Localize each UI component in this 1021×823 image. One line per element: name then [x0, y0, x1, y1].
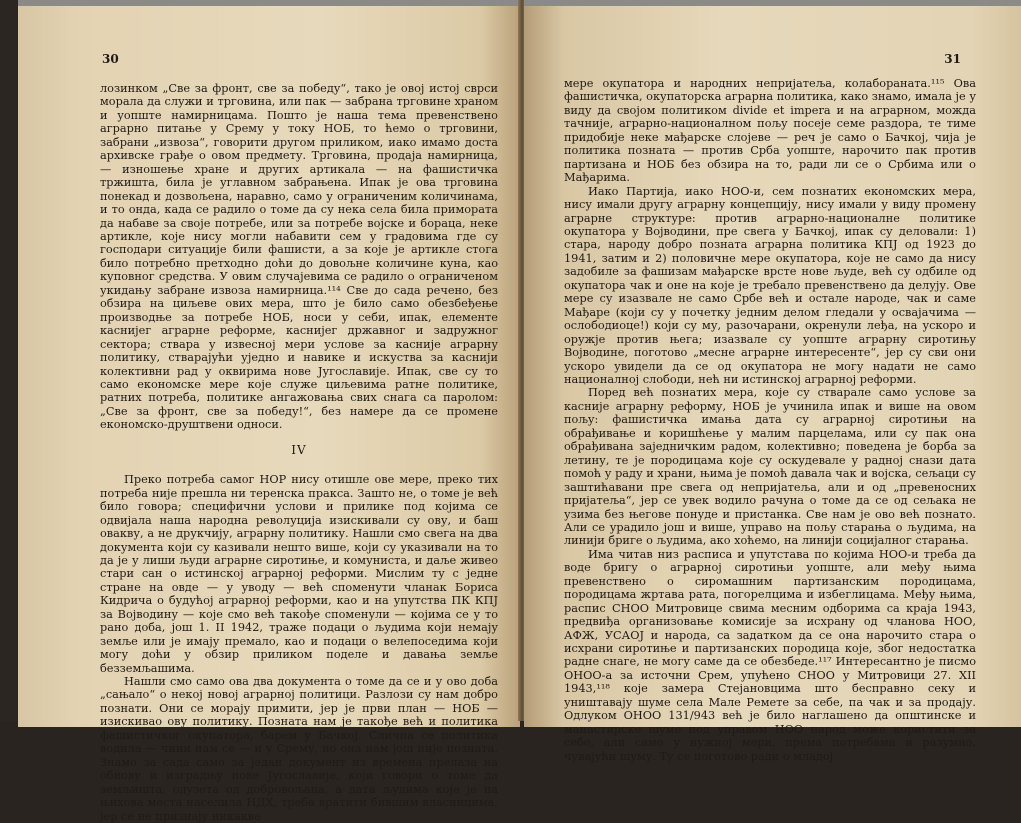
- page-number: 30: [102, 52, 119, 66]
- right-page: [524, 0, 1021, 763]
- paragraph: мере окупатора и народних непријатеља, колабораната.¹¹⁵ Ова фашистичка, окупаторска аграрна политика, како знамо, имала је у виду да својом политиком divide et impera и на аграрном, можда тачније, аграрно-националном пољу посеје семе раздора, те тиме придобије неке мађарске слојеве — реч је само о Бачкој, чија је политика позната — против Срба уопште, нарочито пак против партизана и НОБ без обзира на то, ради ли се о Србима или о Мађарима.: [564, 77, 976, 185]
- section-heading: IV: [291, 442, 307, 457]
- paragraph: Иако Партија, иако НОО-и, сем познатих економских мера, нису имали другу аграрну концепцију, нису имали у виду промену аграрне структуре: против аграрно-националне политике окупатора у Војводини, пре свега у Бачкој, ипак су деловали: 1) стара, народу добро позната аграрна политика КПЈ од 1923 до 1941, затим и 2) половичне мере окупатора, које не само да нису задобиле за фашизам мађарске врсте нове људе, већ су одбиле од окупатора чак и оне на које је требало превенствено да делују. Ове мере су изазвале не само Србе већ и остале народе, чак и саме Мађаре (који су у почетку једним делом гледали у освајачима — ослободиоце!) који су му, разочарани, окренули леђа, на ускоро и оружје против њега; изазвале су уопште аграрну сиротињу Војводине, поготово „месне аграрне интересенте“, јер су сви они ускоро увидели да се од окупатора не могу надати не само националној слободи, нећ ни истинској аграрној реформи.: [564, 184, 976, 386]
- left-page: [18, 0, 520, 823]
- page-number: 31: [944, 52, 961, 66]
- paragraph: Поред већ познатих мера, које су стварале само услове за касније аграрну реформу, НОБ је учинила ипак и више на овом пољу: фашистичка имања дата су аграрној сиротињи на обрађивање и коришћење у малим парцелама, или су пак она обрађивана заједничким радом, колективно; поведена је борба за летину, те је породицама које су оскудевале у радној снази дата помоћ у раду и храни, њима је помоћ давала чак и војска, сељаци су заштићавани пре свега од непријатеља, али и од „превеносних пријатеља“, јер се увек водило рачуна о томе да се од сељака не узима без његове понуде и пристанка. Све нам је ово већ познато. Али се урадило још и више, управо на пољу старања о људима, на линији бриге о људима, ако хоћемо, на линији социјалног старања.: [564, 386, 976, 548]
- right-page-text: [564, 77, 976, 763]
- paragraph: Нашли смо само ова два документа о томе да се и у ово доба „сањало“ о некој новој аграрној политици. Разлози су нам добро познати. Они се морају примити, јер је први план — НОБ — изискивао ову политику. Позната нам је такође већ и политика фашистичког окупатора, барем у Бачкој. Слична се политика водила — чини нам се — и у Срему, но она нам још није позната. Знамо за сада само за један документ из времена прелаза на обнову и изградњу нове Југославије, који говори о томе да земљишта, одузета од добровољаца, а дата људима које је на њихова места населила НДХ, треба вратити бившим власницима, јер се не признају никакве: [100, 675, 498, 823]
- paragraph: Има читав низ расписа и упутстава по којима НОО-и треба да воде бригу о аграрној сиротињи уопште, али међу њима превенствено о сиромашним партизанским породицама, породицама жртава рата, погорелцима и избеглицама. Међу њима, распис СНОО Митровице свима месним одборима са краја 1943, предвиђа организовање комисије за исхрану од чланова НОО, АФЖ, УСАОЈ и народа, са задатком да се она нарочито стара о исхрани сиротиње и партизанских породица које, због недостатка радне снаге, не могу саме да се обезбеде.¹¹⁷ Интересантно је писмо ОНОО-а за источни Срем, упућено СНОО у Митровици 27. XII 1943,¹¹⁸ које замера Стејановцима што бесправно секу и уништавају шуме села Мале Ремете за себе, па чак и за продају. Одлуком ОНОО 131/943 већ је било наглашено да општинске и манастирске шуме под управом НОО народ може користити за себе, али само у нужној мери, према потребама и разумно, чувајући шуму. Ту се поготово ради о младој: [564, 547, 976, 763]
- left-page-text: [100, 82, 498, 823]
- paragraph: Преко потреба самог НОР нису отишле ове мере, преко тих потреба није прешла ни теренска пракса. Зашто не, о томе је већ било говора; специфични услови и прилике под којима се одвијала наша народна револуција изискивали су ову, и баш овакву, а не друкчију, аграрну политику. Нашли смо свега на два документа који су казивали нешто више, који су указивали на то да је у лиши људи аграрне сиротиње, и комуниста, и даље живео стари сан о истинској аграрној реформи. Мислим ту с једне стране на овде — у уводу — већ споменути чланак Бориса Кидрича о будућој аграрној реформи, као и на упутства ПК КПЈ за Војводину — које смо већ такође споменули — којима се у то рано доба, још 1. II 1942, траже подаци о људима који немају земље или је имају премало, као и подаци о велепоседима који могу доћи у обзир приликом поделе и давања земље безземљашима.: [100, 473, 498, 675]
- paragraph: лозинком „Све за фронт, све за победу“, тако је овој истој сврси морала да служи и трговина, или пак — забрана трговине храном и уопште намирницама. Пошто је наша тема превенствено аграрно питање у Срему у току НОБ, то ћемо о трговини, забрани „извоза“, говорити другом приликом, иако имамо доста архивске грађе о овом предмету. Трговина, продаја намирница, — изношење хране и других артикала — на фашистичка тржишта, била је углавном забрањена. Ипак је ова трговина понекад и дозвољена, наравно, само у ограниченим количинама, и то онда, када се радило о томе да су нека села била примората да набаве за своје потребе, или за потребе војске и бораца, неке артикле, које нису могли набавити сем у градовима где су господари ситуације били фашисти, а за које је артикле стога било потребно претходно доћи до довољне количине куна, као куповног средства. У овим случајевима се радило о ограниченом укидању забране извоза намирница.¹¹⁴ Све до сада речено, без обзира на циљеве ових мера, што је било само обезбеђење производње за потребе НОБ, носи у себи, ипак, елементе каснијег аграрне реформе, каснијег државног и задружног сектора; ствара у извесној мери услове за касније аграрну политику, стварајући уједно и навике и искуства за каснији колективни рад у оквирима нове Југославије. Ипак, све су то само економске мере које служе циљевима ратне политике, ратних потреба, политике ангажовања свих снага са паролом: „Све за фронт, све за победу!“, без намере да се промене економско-друштвени односи.: [100, 82, 498, 432]
